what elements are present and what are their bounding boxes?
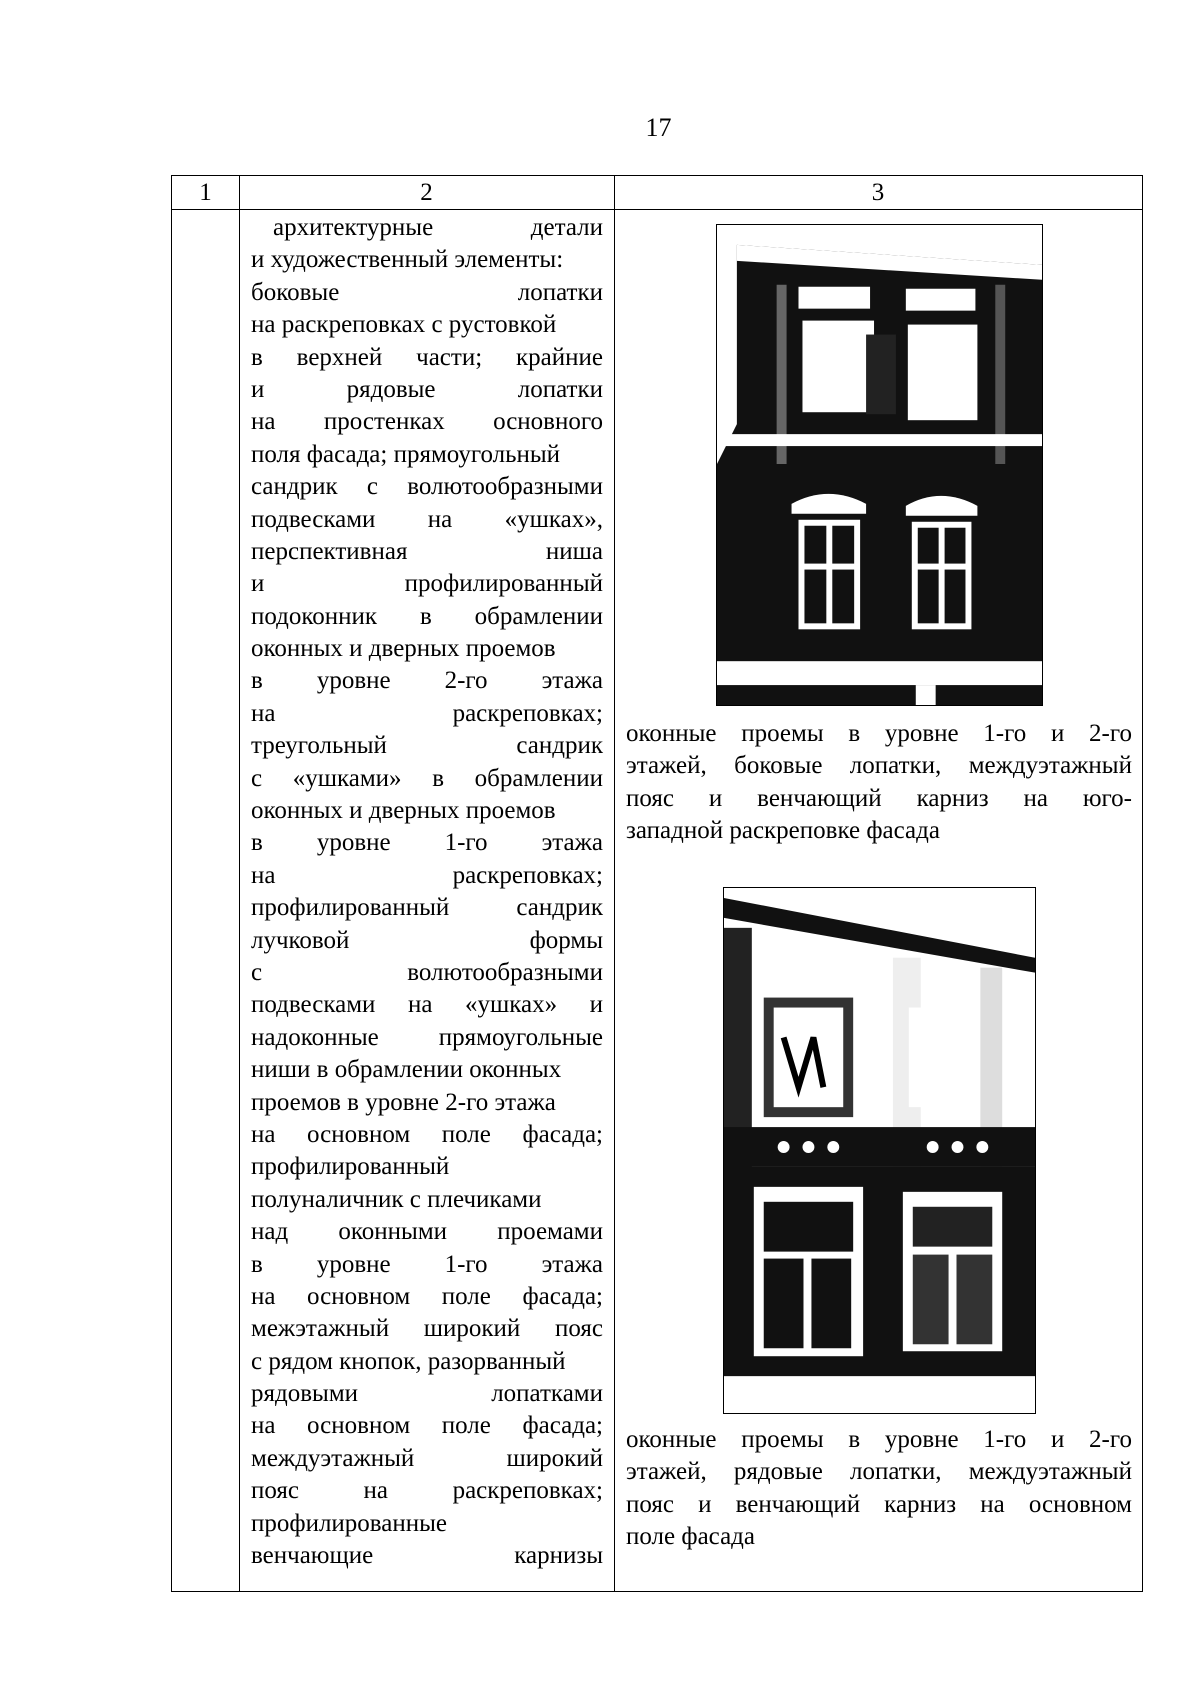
description-line: на раскреповках; xyxy=(251,699,603,727)
caption-line: поле фасада xyxy=(626,1523,755,1551)
description-line: оконных и дверных проемов xyxy=(251,635,556,663)
header-col-1: 1 xyxy=(199,179,212,206)
facade-photo-main xyxy=(723,887,1036,1414)
description-line: в уровне 1-го этажа xyxy=(251,1250,603,1278)
facade-photo-image-2 xyxy=(724,888,1035,1413)
description-line: на основном поле фасада; xyxy=(251,1282,603,1310)
description-line: венчающие карнизы xyxy=(251,1542,603,1570)
caption-line: пояс и венчающий карниз на юго- xyxy=(626,784,1132,812)
description-line: профилированные xyxy=(251,1509,448,1537)
caption-line: этажей, боковые лопатки, междуэтажный xyxy=(626,752,1132,780)
header-col-3: 3 xyxy=(871,179,885,206)
description-line: подвесками на «ушках», xyxy=(251,505,603,533)
description-line: на простенках основного xyxy=(251,408,603,436)
description-line: с «ушками» в обрамлении xyxy=(251,764,603,792)
description-line: и профилированный xyxy=(251,570,603,598)
description-line: в уровне 2-го этажа xyxy=(251,667,603,695)
facade-photo-image xyxy=(717,225,1042,705)
description-line: подоконник в обрамлении xyxy=(251,602,603,630)
description-line: профилированный сандрик xyxy=(251,894,603,922)
page-number: 17 xyxy=(645,113,672,142)
description-line: сандрик с волютообразными xyxy=(251,473,603,501)
caption-line: этажей, рядовые лопатки, междуэтажный xyxy=(626,1458,1132,1486)
description-line: архитектурные детали xyxy=(273,214,603,241)
description-line: треугольный сандрик xyxy=(251,732,603,760)
header-divider xyxy=(172,209,1142,210)
description-line: перспективная ниша xyxy=(251,537,603,565)
description-line: лучковой формы xyxy=(251,926,603,954)
description-line: надоконные прямоугольные xyxy=(251,1023,603,1051)
description-line: и рядовые лопатки xyxy=(251,375,603,403)
description-text xyxy=(251,212,603,1572)
description-line: профилированный xyxy=(251,1153,450,1181)
caption-line: оконные проемы в уровне 1-го и 2-го xyxy=(626,1426,1132,1453)
description-line: на основном поле фасада; xyxy=(251,1412,603,1440)
caption-line: пояс и венчающий карниз на основном xyxy=(626,1490,1132,1518)
description-line: на основном поле фасада; xyxy=(251,1120,603,1148)
description-line: межэтажный широкий пояс xyxy=(251,1315,603,1343)
description-line: боковые лопатки xyxy=(251,278,603,306)
facade-photo-southwest xyxy=(716,224,1043,706)
caption-line: западной раскреповке фасада xyxy=(626,817,940,845)
description-line: полуналичник с плечиками xyxy=(251,1185,542,1213)
column-divider-1 xyxy=(239,176,240,1591)
description-line: проемов в уровне 2-го этажа xyxy=(251,1088,556,1116)
description-line: над оконными проемами xyxy=(251,1218,603,1246)
description-line: подвесками на «ушках» и xyxy=(251,991,603,1019)
description-line: междуэтажный широкий xyxy=(251,1444,603,1472)
description-line: пояс на раскреповках; xyxy=(251,1477,603,1505)
description-line: с рядом кнопок, разорванный xyxy=(251,1347,566,1375)
caption-line: оконные проемы в уровне 1-го и 2-го xyxy=(626,720,1132,747)
description-line: на раскреповках с рустовкой xyxy=(251,311,557,339)
description-line: оконных и дверных проемов xyxy=(251,797,556,825)
description-line: в уровне 1-го этажа xyxy=(251,829,603,857)
photo-caption-1 xyxy=(626,718,1132,848)
column-divider-2 xyxy=(614,176,615,1591)
header-col-2: 2 xyxy=(420,179,433,206)
heritage-table xyxy=(171,175,1143,1592)
description-line: на раскреповках; xyxy=(251,861,603,889)
description-line: ниши в обрамлении оконных xyxy=(251,1056,562,1084)
description-line: с волютообразными xyxy=(251,958,603,986)
description-line: поля фасада; прямоугольный xyxy=(251,440,561,468)
description-line: в верхней части; крайние xyxy=(251,343,603,371)
description-line: и художественный элементы: xyxy=(251,246,564,274)
photo-caption-2 xyxy=(626,1424,1132,1554)
description-line: рядовыми лопатками xyxy=(251,1380,603,1408)
